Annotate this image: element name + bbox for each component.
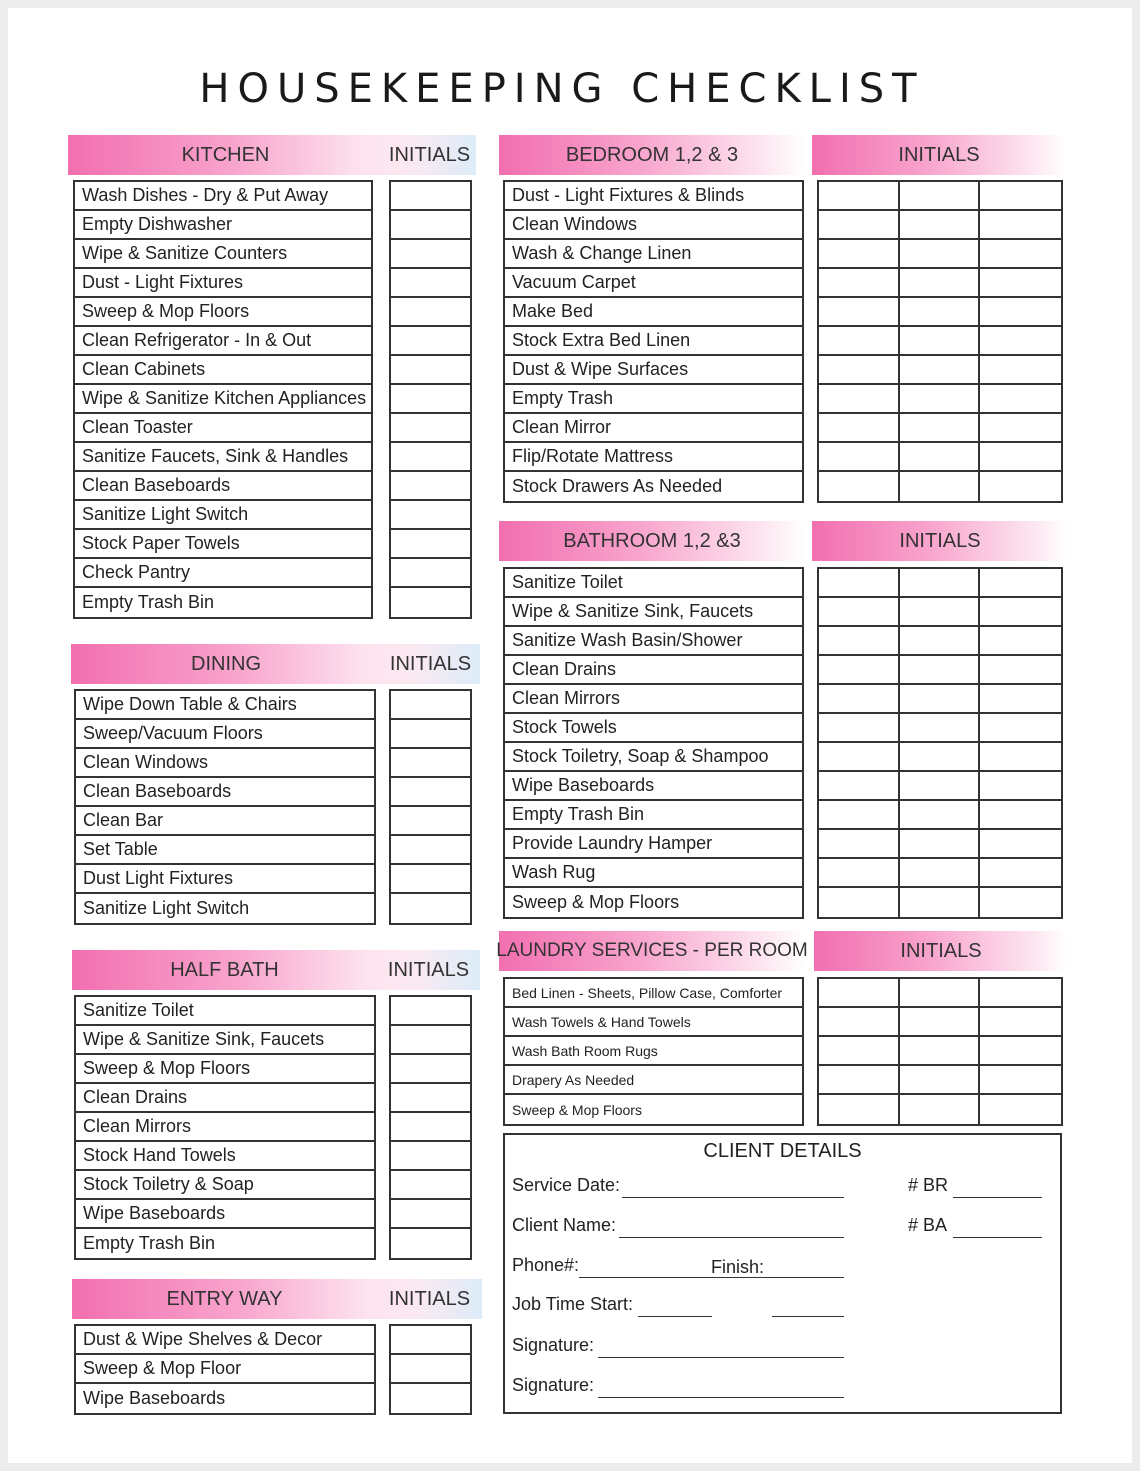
task-item: Wipe Baseboards: [505, 772, 802, 801]
initials-cell[interactable]: [391, 1142, 470, 1171]
bathroom-initials-header: INITIALS: [812, 521, 1068, 561]
half-bath-title: HALF BATH: [170, 958, 279, 981]
initials-cell[interactable]: [980, 569, 1061, 598]
initials-cell[interactable]: [980, 685, 1061, 714]
initials-cell[interactable]: [980, 472, 1061, 501]
initials-cell[interactable]: [980, 298, 1061, 327]
initials-cell[interactable]: [980, 1037, 1061, 1066]
initials-cell[interactable]: [819, 1008, 900, 1037]
task-item: Stock Extra Bed Linen: [505, 327, 802, 356]
task-item: Empty Dishwasher: [75, 211, 371, 240]
initials-cell[interactable]: [900, 356, 981, 385]
signature-2-field[interactable]: [598, 1397, 844, 1398]
initials-cell[interactable]: [819, 888, 900, 917]
initials-cell[interactable]: [900, 979, 981, 1008]
initials-cell[interactable]: [391, 1026, 470, 1055]
initials-cell[interactable]: [900, 830, 981, 859]
initials-cell[interactable]: [391, 1355, 470, 1384]
initials-cell[interactable]: [980, 356, 1061, 385]
task-item: Sanitize Light Switch: [75, 501, 371, 530]
task-item: Provide Laundry Hamper: [505, 830, 802, 859]
task-item: Dust & Wipe Surfaces: [505, 356, 802, 385]
initials-cell[interactable]: [900, 327, 981, 356]
initials-cell[interactable]: [391, 559, 470, 588]
dining-task-list: [74, 689, 376, 925]
initials-cell[interactable]: [980, 414, 1061, 443]
task-item: Empty Trash Bin: [82, 592, 215, 612]
bathroom-task-list: [503, 567, 804, 919]
initials-cell[interactable]: [391, 240, 470, 269]
kitchen-task-list: [73, 180, 373, 619]
initials-cell[interactable]: [900, 298, 981, 327]
bedroom-count-field[interactable]: [953, 1197, 1042, 1198]
task-item: Clean Windows: [76, 749, 374, 778]
initials-cell[interactable]: [391, 501, 470, 530]
initials-cell[interactable]: [391, 1384, 470, 1413]
initials-cell[interactable]: [900, 1008, 981, 1037]
initials-cell[interactable]: [819, 443, 900, 472]
task-item: Clean Refrigerator - In & Out: [75, 327, 371, 356]
initials-cell[interactable]: [819, 714, 900, 743]
initials-cell[interactable]: [900, 627, 981, 656]
dining-header: [71, 644, 480, 684]
initials-cell[interactable]: [900, 443, 981, 472]
initials-cell[interactable]: [391, 1055, 470, 1084]
initials-cell[interactable]: [391, 414, 470, 443]
initials-cell[interactable]: [819, 269, 900, 298]
task-item: Clean Mirrors: [76, 1113, 374, 1142]
initials-cell[interactable]: [819, 298, 900, 327]
finish-time-field[interactable]: [772, 1316, 844, 1317]
initials-cell[interactable]: [900, 472, 981, 501]
initials-cell[interactable]: [900, 772, 981, 801]
initials-cell[interactable]: [819, 472, 900, 501]
initials-cell[interactable]: [819, 1037, 900, 1066]
initials-cell[interactable]: [900, 385, 981, 414]
initials-cell[interactable]: [819, 356, 900, 385]
initials-cell[interactable]: [819, 211, 900, 240]
kitchen-title: KITCHEN: [181, 143, 270, 166]
initials-cell[interactable]: [819, 743, 900, 772]
task-item: Dust Light Fixtures: [76, 865, 374, 894]
initials-cell[interactable]: [980, 979, 1061, 1008]
initials-cell[interactable]: [819, 801, 900, 830]
task-item: Clean Baseboards: [75, 472, 371, 501]
entry-way-title: ENTRY WAY: [166, 1287, 283, 1310]
initials-cell[interactable]: [900, 743, 981, 772]
half-bath-initials-grid: [389, 995, 472, 1260]
initials-cell[interactable]: [819, 979, 900, 1008]
initials-cell[interactable]: [819, 859, 900, 888]
task-item: Sanitize Toilet: [76, 997, 374, 1026]
laundry-header: LAUNDRY SERVICES - PER ROOM: [499, 931, 805, 971]
initials-cell[interactable]: [819, 569, 900, 598]
task-item: Wash Towels & Hand Towels: [505, 1008, 802, 1037]
initials-cell[interactable]: [391, 385, 470, 414]
task-item: Check Pantry: [75, 559, 371, 588]
initials-cell[interactable]: [819, 830, 900, 859]
initials-cell[interactable]: [391, 720, 470, 749]
initials-cell[interactable]: [900, 414, 981, 443]
initials-cell[interactable]: [980, 830, 1061, 859]
task-item: Wash Rug: [505, 859, 802, 888]
initials-cell[interactable]: [819, 685, 900, 714]
job-time-start-label: Job Time Start:: [512, 1294, 634, 1314]
initials-cell[interactable]: [980, 385, 1061, 414]
phone-label: Phone#:: [512, 1255, 580, 1275]
laundry-initials-header: INITIALS: [814, 931, 1068, 971]
task-item: Empty Trash: [505, 385, 802, 414]
initials-cell[interactable]: [980, 627, 1061, 656]
task-item: Sweep & Mop Floors: [512, 892, 680, 912]
initials-cell[interactable]: [391, 443, 470, 472]
initials-cell[interactable]: [391, 298, 470, 327]
kitchen-initials-label: INITIALS: [388, 143, 471, 166]
task-item: Stock Towels: [505, 714, 802, 743]
initials-cell[interactable]: [819, 414, 900, 443]
task-item: Empty Trash Bin: [83, 1233, 216, 1253]
initials-cell[interactable]: [819, 1066, 900, 1095]
initials-cell[interactable]: [391, 182, 470, 211]
task-item: Wash Dishes - Dry & Put Away: [75, 182, 371, 211]
initials-cell[interactable]: [391, 269, 470, 298]
initials-cell[interactable]: [391, 588, 470, 617]
initials-cell[interactable]: [980, 1066, 1061, 1095]
initials-cell[interactable]: [819, 656, 900, 685]
initials-cell[interactable]: [980, 211, 1061, 240]
task-item: Wipe Baseboards: [83, 1388, 226, 1408]
initials-cell[interactable]: [980, 182, 1061, 211]
initials-cell[interactable]: [391, 1113, 470, 1142]
initials-cell[interactable]: [391, 1200, 470, 1229]
task-item: Sweep & Mop Floors: [512, 1101, 642, 1118]
initials-cell[interactable]: [819, 327, 900, 356]
task-item: Dust & Wipe Shelves & Decor: [76, 1326, 374, 1355]
job-time-start-field[interactable]: [638, 1316, 712, 1317]
task-item: Sanitize Faucets, Sink & Handles: [75, 443, 371, 472]
initials-cell[interactable]: [900, 211, 981, 240]
initials-cell[interactable]: [900, 801, 981, 830]
initials-cell[interactable]: [391, 836, 470, 865]
task-item: Clean Windows: [505, 211, 802, 240]
task-item: Sweep & Mop Floors: [76, 1055, 374, 1084]
initials-cell[interactable]: [391, 894, 470, 923]
bathroom-initials-grid: [817, 567, 1063, 919]
task-item: Vacuum Carpet: [505, 269, 802, 298]
task-item: Clean Drains: [505, 656, 802, 685]
task-item: Sweep/Vacuum Floors: [76, 720, 374, 749]
task-item: Sanitize Light Switch: [83, 898, 250, 918]
client-details-box: [503, 1133, 1062, 1414]
initials-cell[interactable]: [980, 1095, 1061, 1124]
task-item: Dust - Light Fixtures: [75, 269, 371, 298]
initials-cell[interactable]: [819, 240, 900, 269]
initials-cell[interactable]: [391, 997, 470, 1026]
initials-cell[interactable]: [391, 356, 470, 385]
initials-cell[interactable]: [980, 801, 1061, 830]
task-item: Clean Toaster: [75, 414, 371, 443]
initials-cell[interactable]: [900, 240, 981, 269]
bedroom-count-label: # BR: [908, 1175, 949, 1195]
initials-cell[interactable]: [980, 656, 1061, 685]
initials-cell[interactable]: [980, 598, 1061, 627]
task-item: Sweep & Mop Floor: [76, 1355, 374, 1384]
initials-cell[interactable]: [391, 327, 470, 356]
task-item: Make Bed: [505, 298, 802, 327]
signature-2-label: Signature:: [512, 1375, 595, 1395]
initials-cell[interactable]: [819, 772, 900, 801]
initials-cell[interactable]: [980, 714, 1061, 743]
task-item: Wipe & Sanitize Sink, Faucets: [76, 1026, 374, 1055]
entry-way-initials-label: INITIALS: [388, 1287, 471, 1310]
initials-cell[interactable]: [391, 211, 470, 240]
task-item: Empty Trash Bin: [505, 801, 802, 830]
task-item: Clean Bar: [76, 807, 374, 836]
initials-cell[interactable]: [980, 240, 1061, 269]
initials-cell[interactable]: [819, 598, 900, 627]
initials-cell[interactable]: [819, 627, 900, 656]
task-item: Wipe Baseboards: [76, 1200, 374, 1229]
bedroom-header: BEDROOM 1,2 & 3: [499, 135, 805, 175]
initials-cell[interactable]: [980, 269, 1061, 298]
task-item: Bed Linen - Sheets, Pillow Case, Comforter: [505, 979, 802, 1008]
task-item: Stock Paper Towels: [75, 530, 371, 559]
initials-cell[interactable]: [980, 772, 1061, 801]
task-item: Stock Toiletry, Soap & Shampoo: [505, 743, 802, 772]
finish-label: Finish:: [711, 1257, 765, 1277]
initials-cell[interactable]: [391, 807, 470, 836]
bathroom-header: BATHROOM 1,2 &3: [499, 521, 805, 561]
checklist-page: [8, 8, 1132, 1463]
task-item: Clean Cabinets: [75, 356, 371, 385]
initials-cell[interactable]: [980, 859, 1061, 888]
signature-1-label: Signature:: [512, 1335, 595, 1355]
initials-cell[interactable]: [900, 888, 981, 917]
initials-cell[interactable]: [391, 865, 470, 894]
dining-initials-label: INITIALS: [389, 652, 472, 675]
client-details-title: CLIENT DETAILS: [703, 1140, 862, 1162]
initials-cell[interactable]: [900, 859, 981, 888]
half-bath-task-list: [74, 995, 376, 1260]
bedroom-initials-header: INITIALS: [812, 135, 1066, 175]
task-item: Clean Drains: [76, 1084, 374, 1113]
entry-way-header: [72, 1279, 482, 1319]
dining-initials-grid: [389, 689, 472, 925]
kitchen-header: [68, 135, 476, 175]
initials-cell[interactable]: [980, 888, 1061, 917]
task-item: Stock Toiletry & Soap: [76, 1171, 374, 1200]
task-item: Wash Bath Room Rugs: [505, 1037, 802, 1066]
initials-cell[interactable]: [391, 1229, 470, 1258]
signature-1-field[interactable]: [598, 1357, 844, 1358]
laundry-task-list: [503, 977, 804, 1126]
bathroom-count-field[interactable]: [953, 1237, 1042, 1238]
task-item: Wipe & Sanitize Sink, Faucets: [505, 598, 802, 627]
task-item: Clean Baseboards: [76, 778, 374, 807]
kitchen-initials-grid: [389, 180, 472, 619]
bedroom-initials-grid: [817, 180, 1063, 503]
initials-cell[interactable]: [900, 182, 981, 211]
initials-cell[interactable]: [900, 656, 981, 685]
laundry-initials-grid: [817, 977, 1063, 1126]
initials-cell[interactable]: [391, 530, 470, 559]
task-item: Drapery As Needed: [505, 1066, 802, 1095]
task-item: Wipe Down Table & Chairs: [76, 691, 374, 720]
initials-cell[interactable]: [980, 443, 1061, 472]
initials-cell[interactable]: [391, 749, 470, 778]
task-item: Sanitize Toilet: [505, 569, 802, 598]
task-item: Wash & Change Linen: [505, 240, 802, 269]
initials-cell[interactable]: [819, 182, 900, 211]
initials-cell[interactable]: [900, 598, 981, 627]
initials-cell[interactable]: [819, 385, 900, 414]
initials-cell[interactable]: [900, 1037, 981, 1066]
service-date-label: Service Date:: [512, 1175, 621, 1195]
client-name-label: Client Name:: [512, 1215, 617, 1235]
task-item: Flip/Rotate Mattress: [505, 443, 802, 472]
initials-cell[interactable]: [391, 1171, 470, 1200]
initials-cell[interactable]: [980, 327, 1061, 356]
task-item: Stock Drawers As Needed: [512, 476, 723, 496]
initials-cell[interactable]: [900, 269, 981, 298]
bedroom-task-list: [503, 180, 804, 503]
client-name-field[interactable]: [619, 1237, 844, 1238]
initials-cell[interactable]: [391, 472, 470, 501]
service-date-field[interactable]: [622, 1197, 844, 1198]
task-item: Sweep & Mop Floors: [75, 298, 371, 327]
entry-way-task-list: [74, 1324, 376, 1415]
initials-cell[interactable]: [819, 1095, 900, 1124]
task-item: Sanitize Wash Basin/Shower: [505, 627, 802, 656]
initials-cell[interactable]: [900, 1095, 981, 1124]
initials-cell[interactable]: [391, 1084, 470, 1113]
task-item: Wipe & Sanitize Counters: [75, 240, 371, 269]
task-item: Clean Mirrors: [505, 685, 802, 714]
initials-cell[interactable]: [980, 1008, 1061, 1037]
task-item: Stock Hand Towels: [76, 1142, 374, 1171]
initials-cell[interactable]: [900, 685, 981, 714]
task-item: Set Table: [76, 836, 374, 865]
initials-cell[interactable]: [900, 1066, 981, 1095]
task-item: Dust - Light Fixtures & Blinds: [505, 182, 802, 211]
half-bath-initials-label: INITIALS: [387, 958, 470, 981]
entry-way-initials-grid: [389, 1324, 472, 1415]
task-item: Wipe & Sanitize Kitchen Appliances: [75, 385, 371, 414]
bathroom-count-label: # BA: [908, 1215, 948, 1235]
half-bath-header: [72, 950, 480, 990]
initials-cell[interactable]: [980, 743, 1061, 772]
task-item: Clean Mirror: [505, 414, 802, 443]
page-title: HOUSEKEEPING CHECKLIST: [199, 66, 925, 112]
initials-cell[interactable]: [391, 1326, 470, 1355]
initials-cell[interactable]: [900, 569, 981, 598]
initials-cell[interactable]: [391, 691, 470, 720]
initials-cell[interactable]: [391, 778, 470, 807]
dining-title: DINING: [191, 652, 261, 675]
initials-cell[interactable]: [900, 714, 981, 743]
